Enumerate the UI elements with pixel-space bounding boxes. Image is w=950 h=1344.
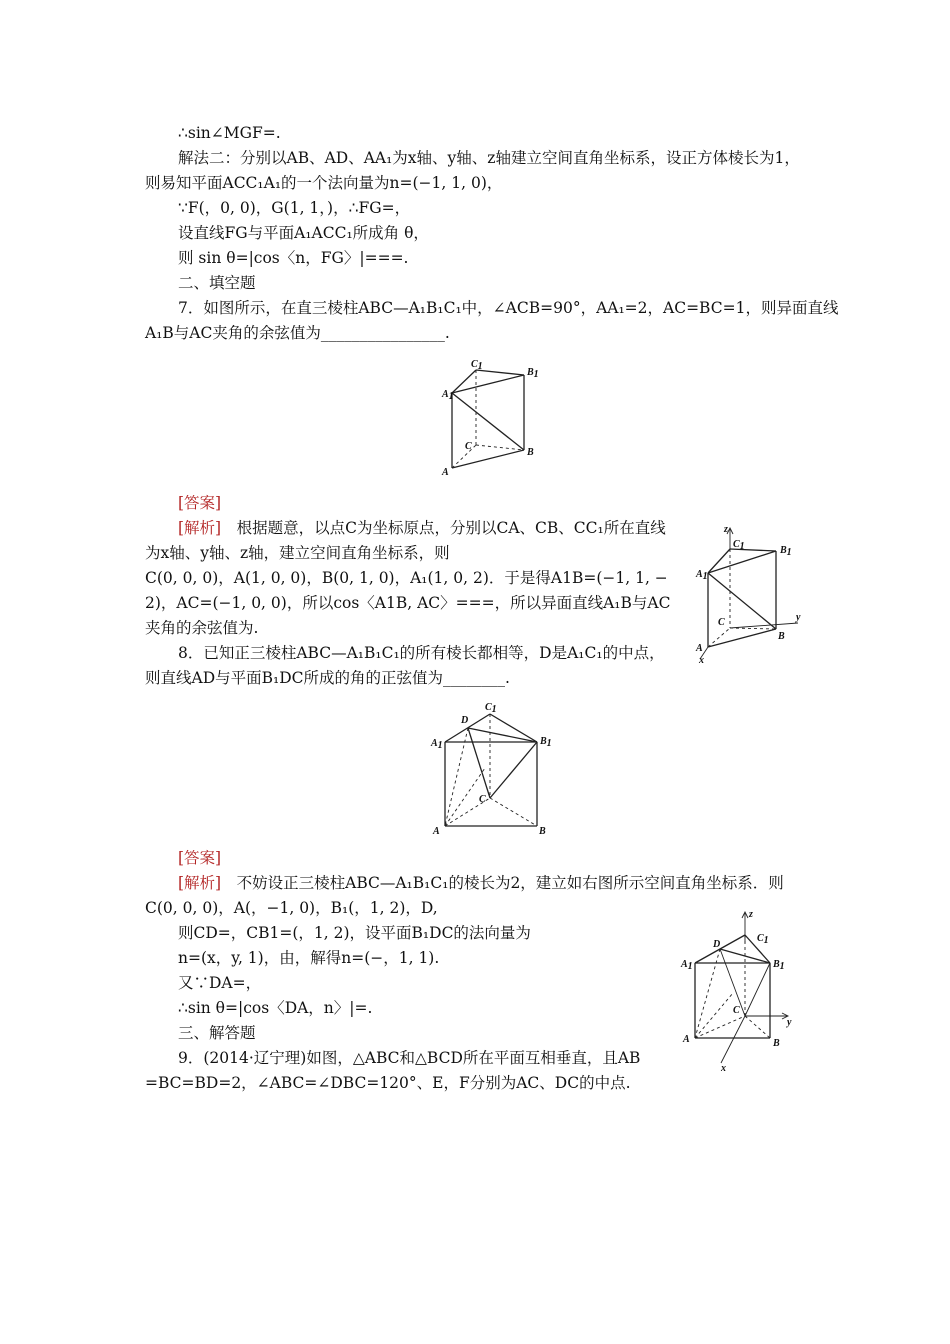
label-b1: B1 [527, 367, 539, 380]
prism-figure-2 [690, 525, 810, 665]
segment-a1b [452, 393, 524, 450]
section-heading: 二、填空题 [178, 274, 256, 292]
label-c1: C1 [733, 539, 745, 552]
label-y: y [787, 1017, 792, 1028]
label-a: A [683, 1034, 690, 1045]
label-x: x [721, 1063, 726, 1074]
section-heading: 三、解答题 [178, 1024, 256, 1042]
text-line: n=(x，y, 1)，由，解得n=(−，1, 1). [178, 949, 440, 967]
edge-c1b1 [476, 370, 524, 375]
label-a: A [696, 643, 703, 654]
edge-cb [476, 445, 524, 450]
edge-cb [730, 628, 776, 629]
label-c1: C1 [757, 933, 769, 946]
text-line: 设直线FG与平面A₁ACC₁所成角 θ， [178, 224, 429, 242]
label-z: z [724, 524, 728, 535]
text-line: ∴sin∠MGF=. [178, 124, 281, 142]
label-y: y [796, 612, 801, 623]
analysis-line: [解析] 根据题意，以点C为坐标原点，分别以CA、CB、CC₁所在直线 [178, 519, 666, 537]
y-axis [730, 623, 798, 628]
text-line: ∴sin θ=|cos〈DA，n〉|=. [178, 999, 373, 1017]
segment-b1c [745, 963, 770, 1016]
label-a1: A1 [681, 959, 693, 972]
label-b: B [778, 631, 785, 642]
label-b: B [539, 826, 546, 837]
prism-figure-4 [675, 903, 805, 1073]
text-line: 2)，AC=(−1, 0, 0)，所以cos〈A1B, AC〉===，所以异面直线A₁B与AC [145, 594, 671, 612]
segment-b1c [490, 742, 537, 798]
text-line: 为x轴、y轴、z轴，建立空间直角坐标系，则 [145, 544, 450, 562]
x-axis [721, 1016, 745, 1063]
text-line: 解法二：分别以AB、AD、AA₁为x轴、y轴、z轴建立空间直角坐标系，设正方体棱长为1， [178, 149, 800, 167]
prism-figure-1 [430, 355, 550, 480]
label-d: D [713, 939, 721, 950]
analysis-line: [解析] 不妨设正三棱柱ABC—A₁B₁C₁的棱长为2，建立如右图所示空间直角坐标系．则 [178, 874, 784, 892]
label-d: D [461, 715, 469, 726]
label-c: C [733, 1005, 740, 1016]
label-a1: A1 [431, 738, 443, 751]
edge-cb [490, 798, 537, 826]
edge-a1b1 [452, 375, 524, 393]
text-line: 则CD=，CB1=(，1, 2)，设平面B₁DC的法向量为 [178, 924, 531, 942]
text-line: C(0, 0, 0)，A(，−1, 0)，B₁(，1, 2)，D, [145, 899, 438, 917]
label-b1: B1 [773, 959, 785, 972]
label-c1: C1 [471, 359, 483, 372]
text-line: 则易知平面ACC₁A₁的一个法向量为n=(−1, 1, 0)， [145, 174, 503, 192]
prism-figure-3 [425, 698, 560, 843]
text-line: ∵F(，0, 0)，G(1, 1，)，∴FG=， [178, 199, 411, 217]
edge-ab [452, 450, 524, 468]
label-c: C [718, 617, 725, 628]
label-c: C [465, 441, 472, 452]
label-b1: B1 [540, 736, 552, 749]
text-line: 又∵DA=， [178, 974, 262, 992]
text-line: 夹角的余弦值为. [145, 619, 259, 637]
text-line: 则 sin θ=|cos〈n，FG〉|===. [178, 249, 409, 267]
answer-tag: [答案] [178, 494, 222, 512]
segment-dc [468, 728, 490, 798]
label-c: C [479, 794, 486, 805]
question-7: 7．如图所示，在直三棱柱ABC—A₁B₁C₁中，∠ACB=90°，AA₁=2，AC=BC=1，则异面直线 [178, 299, 839, 317]
segment-ad [695, 949, 720, 1038]
label-a: A [433, 826, 440, 837]
text-line: C(0, 0, 0)，A(1, 0, 0)，B(0, 1, 0)，A₁(1, 0, 2)．于是得A1B=(−1, 1, − [145, 569, 668, 587]
label-b: B [527, 447, 534, 458]
question-9: 9．(2014·辽宁理)如图，△ABC和△BCD所在平面互相垂直，且AB [178, 1049, 641, 1067]
edge-cb [745, 1016, 770, 1038]
label-z: z [749, 909, 753, 920]
text-line: A₁B与AC夹角的余弦值为________________. [145, 324, 450, 342]
segment-db1 [468, 728, 537, 742]
label-c1: C1 [485, 702, 497, 715]
label-b: B [773, 1038, 780, 1049]
text-line: =BC=BD=2，∠ABC=∠DBC=120°、E，F分别为AC、DC的中点. [145, 1074, 631, 1092]
answer-tag: [答案] [178, 849, 222, 867]
label-a1: A1 [696, 569, 708, 582]
label-a: A [442, 467, 449, 478]
label-a1: A1 [442, 389, 454, 402]
label-b1: B1 [780, 545, 792, 558]
question-8: 8．已知正三棱柱ABC—A₁B₁C₁的所有棱长都相等，D是A₁C₁的中点， [178, 644, 665, 662]
text-line: 则直线AD与平面B₁DC所成的角的正弦值为________. [145, 669, 510, 687]
segment-ad [445, 728, 468, 826]
label-x: x [699, 655, 704, 666]
edge-ac [695, 1016, 745, 1038]
